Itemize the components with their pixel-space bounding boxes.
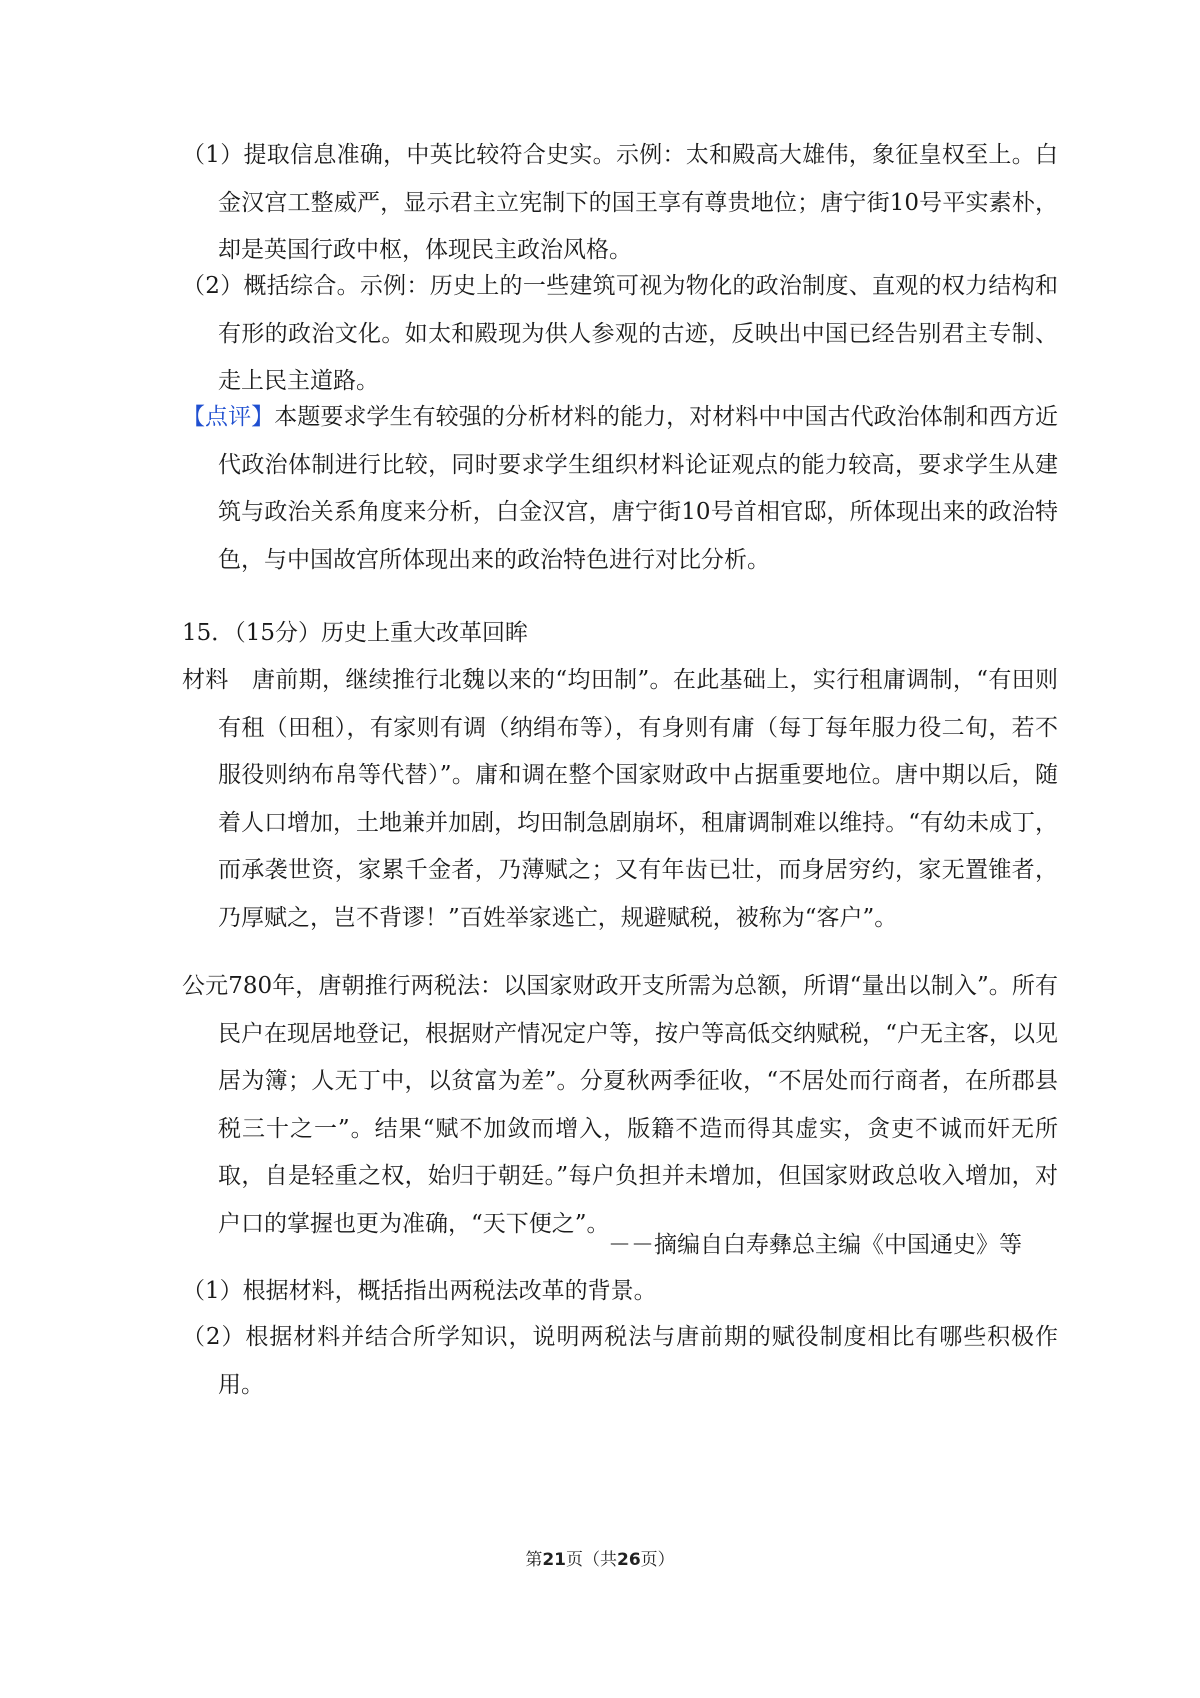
- comment-tag: 【点评】: [182, 404, 275, 430]
- material-paragraph-1: 材料 唐前期，继续推行北魏以来的“均田制”。在此基础上，实行租庸调制，“有田则有租（田租），有家则有调（纳绢布等），有身则有庸（每丁每年服力役二旬，若不服役则纳布帛等代替）”。庸和调在整个国家财政中占据重要地位。唐中期以后，随着人口增加，土地兼并加剧，均田制急剧崩坏，租庸调制难以维持。“有幼未成丁，而承袭世资，家累千金者，乃薄赋之；又有年齿已壮，而身居穷约，家无置锥者，乃厚赋之，岂不背谬！”百姓举家逃亡，规避赋税，被称为“客户”。: [182, 667, 1058, 931]
- sub-question-1: （1）根据材料，概括指出两税法改革的背景。: [182, 1278, 657, 1304]
- answer-part-2: （2）概括综合。示例：历史上的一些建筑可视为物化的政治制度、直观的权力结构和有形的政治文化。如太和殿现为供人参观的古迹，反映出中国已经告别君主专制、走上民主道路。: [182, 273, 1058, 394]
- question-title: 15．（15分）历史上重大改革回眸: [182, 620, 529, 646]
- answer-part-1: （1）提取信息准确，中英比较符合史实。示例：太和殿高大雄伟，象征皇权至上。白金汉宫工整威严，显示君主立宪制下的国王享有尊贵地位；唐宁街10号平实素朴，却是英国行政中枢，体现民主政治风格。: [182, 142, 1058, 263]
- comment-text: 本题要求学生有较强的分析材料的能力，对材料中中国古代政治体制和西方近代政治体制进行比较，同时要求学生组织材料论证观点的能力较高，要求学生从建筑与政治关系角度来分析，白金汉宫，唐宁街10号首相官邸，所体现出来的政治特色，与中国故宫所体现出来的政治特色进行对比分析。: [218, 404, 1059, 573]
- sub-question-2: （2）根据材料并结合所学知识，说明两税法与唐前期的赋役制度相比有哪些积极作用。: [182, 1324, 1058, 1398]
- material-paragraph-2: 公元780年，唐朝推行两税法：以国家财政开支所需为总额，所谓“量出以制入”。所有民户在现居地登记，根据财产情况定户等，按户等高低交纳赋税，“户无主客，以见居为簿；人无丁中，以贫富为差”。分夏秋两季征收，“不居处而行商者，在所郡县税三十之一”。结果“赋不加敛而增入，版籍不造而得其虚实，贪吏不诚而奸无所取，自是轻重之权，始归于朝廷。”每户负担并未增加，但国家财政总收入增加，对户口的掌握也更为准确，“天下便之”。: [182, 973, 1058, 1237]
- comment-paragraph: [182, 394, 1058, 584]
- total-page-number: 26: [617, 1550, 641, 1570]
- current-page-number: 21: [542, 1550, 566, 1570]
- material-source: －－摘编自白寿彝总主编《中国通史》等: [608, 1232, 1022, 1258]
- page-footer: 第21页（共26页）: [525, 1550, 675, 1570]
